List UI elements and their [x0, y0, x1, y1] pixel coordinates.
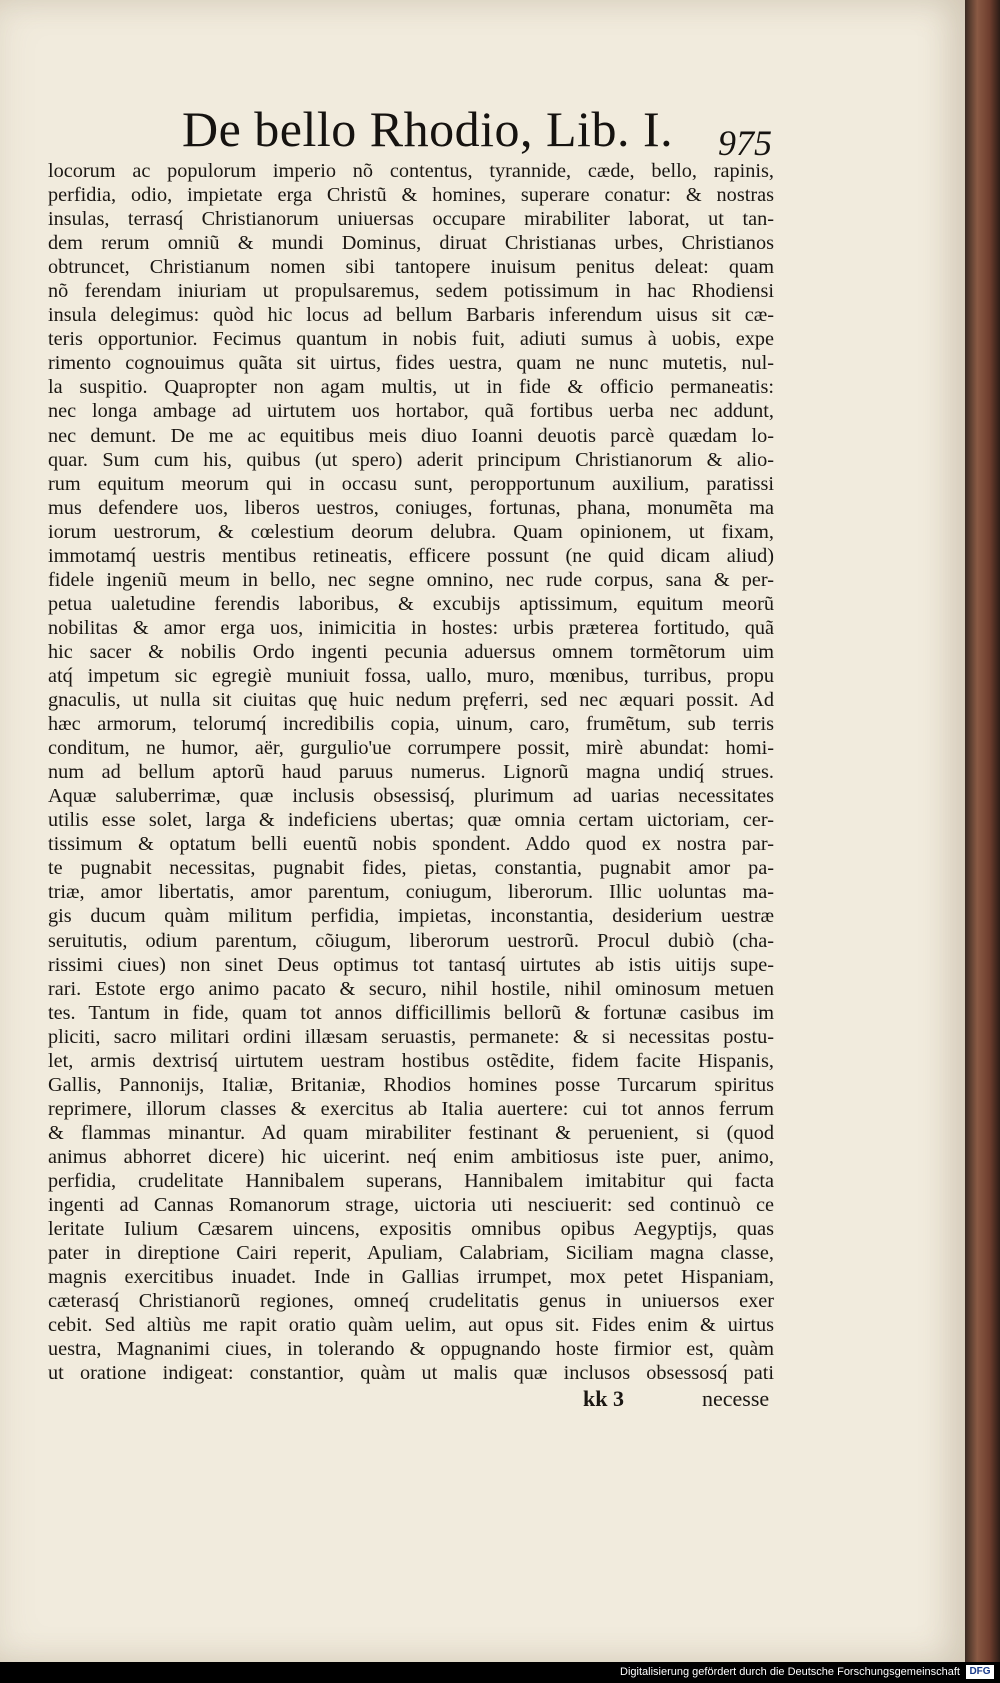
text-line: num ad bellum aptorũ haud paruus numerus. Lignorũ magna undiq́ strues. [48, 761, 774, 784]
text-line: tissimum & optatum belli euentũ nobis spondent. Addo quod ex nostra par- [48, 833, 774, 856]
text-line: nec demunt. De me ac equitibus meis diuo Ioanni deuotis parcè quædam lo- [48, 424, 774, 447]
text-line: leritate Iulium Cæsarem uincens, expositis omnibus opibus Aegyptijs, quas [48, 1218, 774, 1241]
body-text [48, 159, 774, 1385]
text-line: perfidia, crudelitate Hannibalem superans, Hannibalem imitabitur qui facta [48, 1169, 774, 1192]
text-line: uestra, Magnanimi ciues, in tolerando & oppugnando hoste firmior est, quàm [48, 1338, 774, 1361]
text-line: nobilitas & amor erga uos, inimicitia in hostes: urbis præterea fortitudo, quã [48, 616, 774, 639]
text-line: atq́ impetum sic egregiè muniuit fossa, uallo, muro, mœnibus, turribus, propu [48, 664, 774, 687]
text-line: rissimi ciues) non sinet Deus optimus tot tantasq́ uirtutes ab istis uitijs supe- [48, 953, 774, 976]
text-line: nec longa ambage ad uirtutem uos hortabor, quã fortibus uerba nec addunt, [48, 400, 774, 423]
catchword: necesse [702, 1386, 770, 1411]
text-line: rimento cognouimus quãta sit uirtus, fides uestra, quam ne nunc mutetis, nul- [48, 352, 774, 375]
text-line: triæ, amor libertatis, amor parentum, coniugum, liberorum. Illic uoluntas ma- [48, 881, 774, 904]
text-line: hic sacer & nobilis Ordo ingenti pecunia aduersus omnem tormẽtorum uim [48, 640, 774, 663]
text-line: magnis exercitibus inuadet. Inde in Gallias irrumpet, mox petet Hispaniam, [48, 1266, 774, 1289]
text-line: rum equitum meorum qui in occasu sunt, peropportunum auxilium, paratissi [48, 472, 774, 495]
text-line: let, armis dextrisq́ uirtutem uestram hostibus ostẽdite, fidem facite Hispanis, [48, 1049, 774, 1072]
signature-mark: kk 3 [583, 1386, 624, 1411]
text-line: seruitutis, odium parentum, cõiugum, liberorum uestrorũ. Procul dubiò (cha- [48, 929, 774, 952]
text-line: & flammas minantur. Ad quam mirabiliter festinant & peruenient, si (quod [48, 1121, 774, 1144]
text-line: iorum uestrorum, & cœlestium deorum delubra. Quam opinionem, ut fixam, [48, 520, 774, 543]
footer-bar [0, 1662, 1000, 1683]
text-line: obtruncet, Christianum nomen sibi tantopere inuisum penitus deleat: quam [48, 256, 774, 279]
book-binding-edge [965, 0, 1000, 1662]
text-line: petua ualetudine ferendis laboribus, & excubijs aptissimum, equitum meorũ [48, 592, 774, 615]
text-line: gis ducum quàm militum perfidia, impietas, inconstantia, desiderium uestræ [48, 905, 774, 928]
text-line: mus defendere uos, liberos uestros, coniuges, fortunas, phana, monumẽta ma [48, 496, 774, 519]
text-line: pater in direptione Cairi reperit, Apuliam, Calabriam, Siciliam magna classe, [48, 1242, 774, 1265]
text-line: tes. Tantum in fide, quam tot annos difficillimis bellorũ & fortunæ casibus im [48, 1001, 774, 1024]
text-line: teris opportunior. Fecimus quantum in nobis fuit, adiuti sumus à uobis, expe [48, 328, 774, 351]
text-line: conditum, ne humor, aër, gurgulio'ue corrumpere possit, mirè abundat: homi- [48, 737, 774, 760]
text-line: animus abhorret dicere) hic uicerint. neq́ enim ambitiosus iste puer, animo, [48, 1145, 774, 1168]
text-line: perfidia, odio, impietate erga Christũ & homines, superare conatur: & nostras [48, 184, 774, 207]
text-line: utilis esse solet, larga & indeficiens ubertas; quæ omnia certam uictoriam, cer- [48, 809, 774, 832]
text-line: insula delegimus: quòd hic locus ad bellum Barbaris inferendum uisus sit cæ- [48, 304, 774, 327]
text-line: nõ ferendam iniuriam ut propulsaremus, sedem potissimum in hac Rhodiensi [48, 280, 774, 303]
text-line: Aquæ saluberrimæ, quæ inclusis obsessisq́, plurimum ad uarias necessitates [48, 785, 774, 808]
text-line: cæterasq́ Christianorũ regiones, omneq́ crudelitatis genus in uniuersos exer [48, 1290, 774, 1313]
text-line: dem rerum omniũ & mundi Dominus, diruat Christianas urbes, Christianos [48, 232, 774, 255]
text-line: immotamq́ uestris mentibus retineatis, efficere possunt (ne quid dicam aliud) [48, 544, 774, 567]
text-line: rari. Estote ergo animo pacato & securo, nihil hostile, nihil ominosum metuen [48, 977, 774, 1000]
text-line: Gallis, Pannonijs, Italiæ, Britaniæ, Rhodios homines posse Turcarum spiritus [48, 1073, 774, 1096]
text-line: insulas, terrasq́ Christianorum uniuersas occupare mirabiliter laborat, ut tan- [48, 208, 774, 231]
funding-credit: Digitalisierung gefördert durch die Deutsche Forschungsgemeinschaft [620, 1666, 960, 1678]
text-line: ut oratione indigeat: constantior, quàm ut malis quæ inclusos obsessosq́ pati [48, 1362, 774, 1385]
text-line: reprimere, illorum classes & exercitus ab Italia auertere: cui tot annos ferrum [48, 1097, 774, 1120]
text-line: te pugnabit necessitas, pugnabit fides, pietas, constantia, pugnabit amor pa- [48, 857, 774, 880]
running-head: De bello Rhodio, Lib. I. [182, 101, 674, 157]
text-line: la suspitio. Quapropter non agam multis, ut in fide & officio permaneatis: [48, 376, 774, 399]
text-line: pliciti, sacro militari ordini illæsam seruastis, permanete: & si necessitas postu- [48, 1025, 774, 1048]
text-line: gnaculis, ut nulla sit ciuitas quę huic nedum pręferri, sed nec æquari possit. Ad [48, 689, 774, 712]
text-line: locorum ac populorum imperio nõ contentus, tyrannide, cæde, bello, rapinis, [48, 160, 774, 182]
text-line: cebit. Sed altiùs me rapit oratio quàm uelim, aut opus sit. Fides enim & uirtus [48, 1314, 774, 1337]
page-number: 975 [718, 123, 772, 163]
text-line: ingenti ad Cannas Romanorum strage, uictoria uti nesciuerit: sed continuò ce [48, 1194, 774, 1217]
text-line: quar. Sum cum his, quibus (ut spero) aderit principum Christianorum & alio- [48, 448, 774, 471]
text-line: hæc armorum, telorumq́ incredibilis copia, uinum, caro, frumẽtum, sub terris [48, 713, 774, 736]
dfg-logo: DFG [966, 1665, 994, 1679]
text-line: fidele ingeniũ meum in bello, nec segne omnino, nec rude corpus, sana & per- [48, 568, 774, 591]
